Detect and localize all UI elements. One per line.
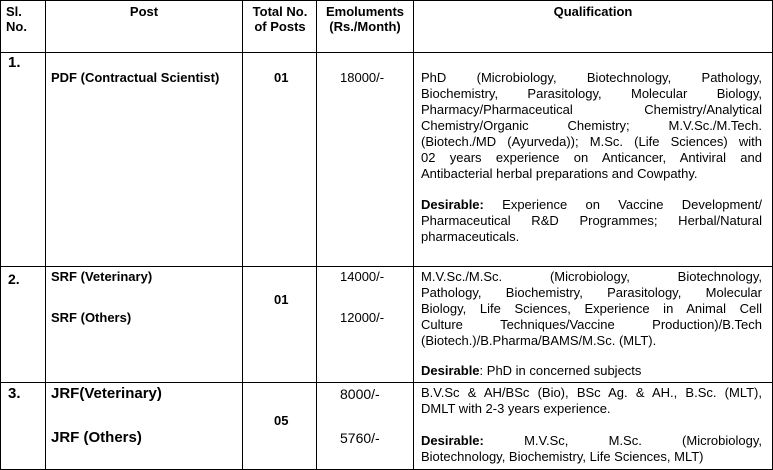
desirable-line xyxy=(421,197,762,213)
row-2-post-others: SRF (Others) xyxy=(51,310,132,325)
desirable-line xyxy=(421,433,762,449)
row-3-qualification xyxy=(421,385,762,465)
row-1-emolument: 18000/- xyxy=(340,70,385,85)
desirable-line: Pharmaceutical R&D Programmes; Herbal/Natural xyxy=(421,213,762,228)
row-1-post: PDF (Contractual Scientist) xyxy=(51,70,220,85)
column-divider xyxy=(45,0,46,470)
qualification-line: M.V.Sc./M.Sc. (Microbiology, Biotechnology, xyxy=(421,269,762,284)
desirable-text: M.V.Sc, M.Sc. (Microbiology, xyxy=(524,433,762,448)
desirable-label: Desirable xyxy=(421,363,480,378)
header-divider xyxy=(0,52,773,53)
spacer xyxy=(421,349,762,363)
desirable-text: : PhD in concerned subjects xyxy=(479,363,642,378)
row-1-sl-no: 1. xyxy=(8,54,21,71)
row-1-qualification xyxy=(421,70,762,245)
row-1-total-posts: 01 xyxy=(274,70,289,85)
qualification-line: DMLT with 2-3 years experience. xyxy=(421,401,611,416)
qualification-line: 02 years experience on Anticancer, Antiviral and xyxy=(421,150,762,165)
qualification-line: B.V.Sc & AH/BSc (Bio), BSc Ag. & AH., B.Sc. (MLT), xyxy=(421,385,762,400)
column-divider xyxy=(316,0,317,470)
row-3-post-others: JRF (Others) xyxy=(51,429,142,446)
header-total-posts: Total No. of Posts xyxy=(252,4,308,34)
row-3-emolument-others: 5760/- xyxy=(340,430,380,446)
qualification-line: Chemistry/Organic Chemistry; M.V.Sc./M.Tech. xyxy=(421,118,762,133)
header-qualification: Qualification xyxy=(553,4,633,19)
row-2-qualification xyxy=(421,269,762,379)
column-divider xyxy=(0,0,1,470)
desirable-text: Experience on Vaccine Development/ xyxy=(502,197,762,212)
table-border-top xyxy=(0,0,773,1)
desirable-line: Biotechnology, Biochemistry, Life Sciences, MLT) xyxy=(421,449,704,464)
row-2-post-veterinary: SRF (Veterinary) xyxy=(51,269,153,284)
qualification-line: Biochemistry, Parasitology, Molecular Biology, xyxy=(421,86,762,101)
desirable-line: pharmaceuticals. xyxy=(421,229,520,244)
header-emoluments: Emoluments (Rs./Month) xyxy=(325,4,404,34)
qualification-line: Biology, Life Sciences, Experience in Animal Cell xyxy=(421,301,762,316)
row-3-post-veterinary: JRF(Veterinary) xyxy=(51,385,162,402)
row-2-sl-no: 2. xyxy=(8,271,20,287)
row-2-emolument-others: 12000/- xyxy=(340,310,385,325)
desirable-line xyxy=(421,363,762,379)
spacer xyxy=(421,417,762,433)
qualification-line: Culture Techniques/Vaccine Production)/B.Tech xyxy=(421,317,762,332)
row-divider xyxy=(0,266,773,267)
qualification-line: (Biotech./MD (Ayurveda)); M.Sc. (Life Sciences) with xyxy=(421,134,762,149)
column-divider xyxy=(242,0,243,470)
row-3-total-posts: 05 xyxy=(274,413,289,428)
qualification-line: Pathology, Biochemistry, Parasitology, Molecular xyxy=(421,285,762,300)
row-3-sl-no: 3. xyxy=(8,385,21,402)
header-sl-no: Sl. No. xyxy=(6,4,27,34)
qualification-line: Antibacterial herbal preparations and Cowpathy. xyxy=(421,166,698,181)
qualification-line: (Biotech.)/B.Pharma/BAMS/M.Sc. (MLT). xyxy=(421,333,657,348)
qualification-line: Pharmacy/Pharmaceutical Chemistry/Analytical xyxy=(421,102,762,117)
column-divider xyxy=(413,0,414,470)
header-post: Post xyxy=(129,4,159,19)
desirable-label: Desirable: xyxy=(421,433,484,448)
row-divider xyxy=(0,382,773,383)
row-2-emolument-veterinary: 14000/- xyxy=(340,269,385,284)
qualification-line: PhD (Microbiology, Biotechnology, Pathology, xyxy=(421,70,762,85)
row-2-total-posts: 01 xyxy=(274,292,289,307)
desirable-label: Desirable: xyxy=(421,197,484,212)
row-3-emolument-veterinary: 8000/- xyxy=(340,386,380,402)
spacer xyxy=(421,182,762,197)
